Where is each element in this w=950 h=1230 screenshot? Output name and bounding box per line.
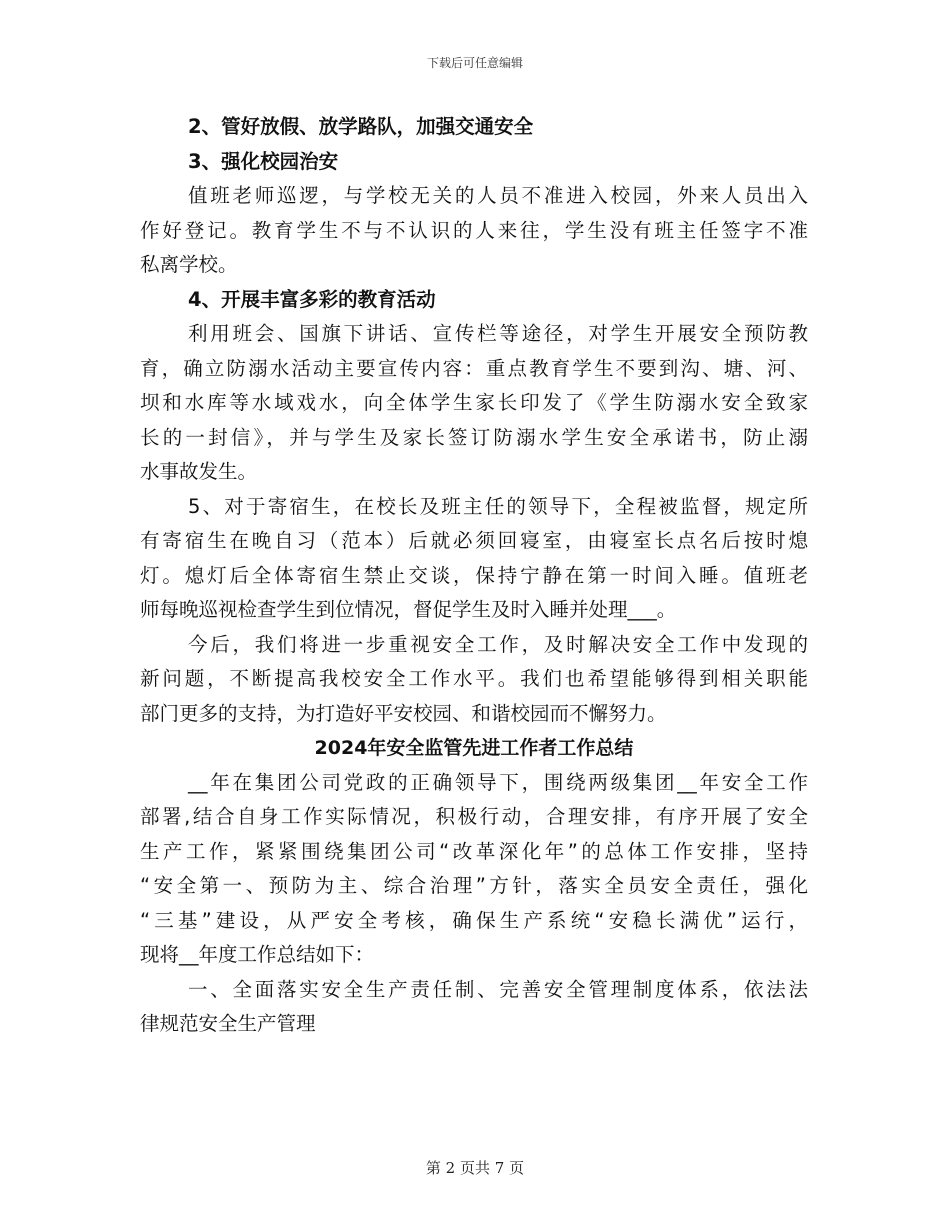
section-title: 2024年安全监管先进工作者工作总结 (314, 737, 634, 759)
paragraph-line: 水事故发生。 (140, 460, 258, 483)
paragraph-line: 一、全面落实安全生产责任制、完善安全管理制度体系，依法法 (188, 977, 808, 1001)
paragraph-line: 师每晚巡视检查学生到位情况，督促学生及时入睡并处理___。 (140, 598, 677, 621)
heading-campus-security: 3、强化校园治安 (188, 149, 339, 173)
paragraph-line: 作好登记。教育学生不与不认识的人来往，学生没有班主任签字不准 (140, 218, 808, 242)
paragraph-line: 部署,结合自身工作实际情况，积极行动，合理安排，有序开展了安全 (140, 805, 808, 828)
paragraph-line: 部门更多的支持，为打造好平安校园、和谐校园而不懈努力。 (140, 701, 667, 725)
paragraph-line: 值班老师巡逻，与学校无关的人员不准进入校园，外来人员出入 (188, 184, 808, 207)
paragraph-line: 新问题，不断提高我校安全工作水平。我们也希望能够得到相关职能 (140, 667, 808, 690)
paragraph-line: 长的一封信》，并与学生及家长签订防溺水学生安全承诺书，防止溺 (140, 425, 808, 449)
paragraph-line: 灯。熄灯后全体寄宿生禁止交谈，保持宁静在第一时间入睡。值班老 (140, 563, 808, 587)
paragraph-line: 律规范安全生产管理 (140, 1012, 316, 1035)
paragraph-line: __年在集团公司党政的正确领导下，围绕两级集团__年安全工作 (188, 770, 808, 794)
page-footer: 第 2 页共 7 页 (425, 1159, 525, 1177)
paragraph-line: 现将__年度工作总结如下： (140, 943, 375, 966)
document-body (140, 110, 808, 1042)
heading-traffic-safety: 2、管好放假、放学路队，加强交通安全 (188, 115, 534, 138)
paragraph-line: 有寄宿生在晚自习（范本）后就必须回寝室，由寝室长点名后按时熄 (140, 529, 808, 552)
page-header: 下载后可任意编辑 (426, 56, 523, 70)
paragraph-line: 坝和水库等水域戏水，向全体学生家长印发了《学生防溺水安全致家 (140, 391, 808, 414)
paragraph-line: “安全第一、预防为主、综合治理”方针，落实全员安全责任，强化 (140, 874, 808, 897)
paragraph-line: 5、对于寄宿生，在校长及班主任的领导下，全程被监督，规定所 (188, 494, 808, 518)
paragraph-line: 私离学校。 (140, 253, 238, 276)
paragraph-line: 利用班会、国旗下讲话、宣传栏等途径，对学生开展安全预防教 (188, 322, 808, 345)
paragraph-line: 生产工作，紧紧围绕集团公司“改革深化年”的总体工作安排，坚持 (140, 839, 808, 863)
paragraph-line: 今后，我们将进一步重视安全工作，及时解决安全工作中发现的 (188, 632, 808, 656)
paragraph-line: “三基”建设，从严安全考核，确保生产系统“安稳长满优”运行， (140, 908, 808, 932)
paragraph-line: 育，确立防溺水活动主要宣传内容：重点教育学生不要到沟、塘、河、 (140, 356, 808, 380)
heading-education-activities: 4、开展丰富多彩的教育活动 (188, 287, 436, 311)
